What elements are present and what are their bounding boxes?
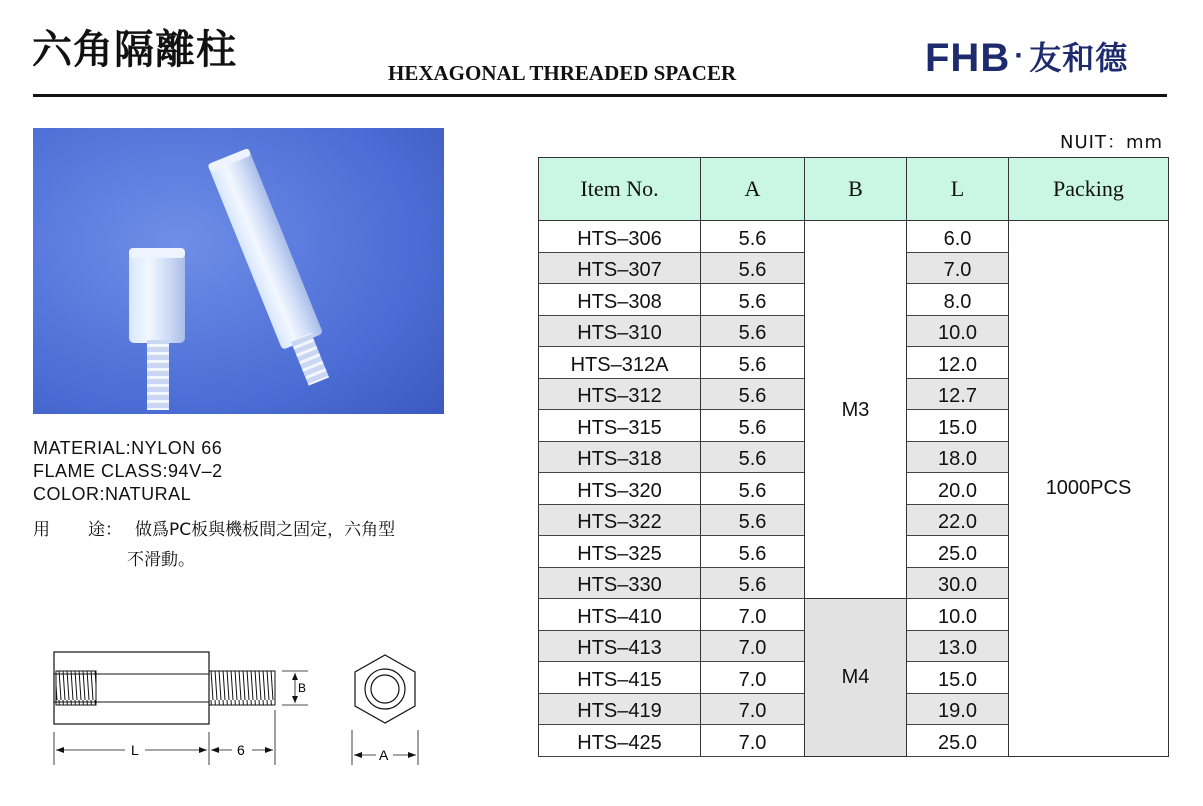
header-item-no: Item No. xyxy=(539,158,701,221)
product-photo xyxy=(33,128,444,414)
dimension-drawing xyxy=(30,640,450,775)
cell-item-no: HTS–310 xyxy=(539,315,701,347)
cell-l: 18.0 xyxy=(907,441,1009,473)
cell-l: 30.0 xyxy=(907,567,1009,599)
cell-b-thread: M3 xyxy=(805,221,907,599)
cell-a: 5.6 xyxy=(701,567,805,599)
cell-item-no: HTS–315 xyxy=(539,410,701,442)
usage-line-1: 做爲PC板與機板間之固定，六角型 xyxy=(135,520,396,540)
dim-label-l: L xyxy=(131,742,139,758)
header-a: A xyxy=(701,158,805,221)
usage-label-suffix: 途： xyxy=(88,520,122,540)
brand-latin: FHB xyxy=(925,36,1011,80)
cell-a: 5.6 xyxy=(701,536,805,568)
cell-l: 12.7 xyxy=(907,378,1009,410)
cell-item-no: HTS–419 xyxy=(539,693,701,725)
header-rule xyxy=(33,94,1167,97)
cell-l: 10.0 xyxy=(907,599,1009,631)
dim-label-a: A xyxy=(379,747,389,763)
usage-description xyxy=(127,515,447,575)
cell-packing: 1000PCS xyxy=(1009,221,1169,757)
cell-l: 13.0 xyxy=(907,630,1009,662)
brand-chinese: 友和德 xyxy=(1029,39,1129,77)
cell-a: 5.6 xyxy=(701,378,805,410)
cell-l: 12.0 xyxy=(907,347,1009,379)
cell-item-no: HTS–330 xyxy=(539,567,701,599)
cell-a: 5.6 xyxy=(701,410,805,442)
cell-b-thread: M4 xyxy=(805,599,907,757)
cell-item-no: HTS–308 xyxy=(539,284,701,316)
cell-l: 20.0 xyxy=(907,473,1009,505)
spec-flame-class: FLAME CLASS:94V–2 xyxy=(33,461,223,481)
usage-label: 用 xyxy=(33,520,50,540)
cell-l: 15.0 xyxy=(907,410,1009,442)
header-l: L xyxy=(907,158,1009,221)
page-title-english: HEXAGONAL THREADED SPACER xyxy=(388,61,737,85)
cell-a: 7.0 xyxy=(701,599,805,631)
usage-line-2: 不滑動。 xyxy=(127,550,195,570)
cell-l: 7.0 xyxy=(907,252,1009,284)
spec-material: MATERIAL:NYLON 66 xyxy=(33,438,223,458)
cell-l: 25.0 xyxy=(907,725,1009,757)
unit-label: NUIT：mm xyxy=(1060,132,1164,153)
cell-l: 15.0 xyxy=(907,662,1009,694)
spacer-thread xyxy=(209,671,275,705)
spec-table xyxy=(538,157,1169,757)
material-specs xyxy=(33,437,223,506)
page-title-chinese: 六角隔離柱 xyxy=(32,26,237,73)
spec-color: COLOR:NATURAL xyxy=(33,484,192,504)
cell-item-no: HTS–318 xyxy=(539,441,701,473)
cell-item-no: HTS–413 xyxy=(539,630,701,662)
cell-l: 19.0 xyxy=(907,693,1009,725)
cell-l: 22.0 xyxy=(907,504,1009,536)
table-header-row xyxy=(539,158,1169,221)
cell-item-no: HTS–312A xyxy=(539,347,701,379)
cell-item-no: HTS–322 xyxy=(539,504,701,536)
cell-a: 5.6 xyxy=(701,441,805,473)
cell-a: 5.6 xyxy=(701,473,805,505)
cell-a: 7.0 xyxy=(701,725,805,757)
brand-logo xyxy=(925,38,1128,78)
cell-l: 25.0 xyxy=(907,536,1009,568)
table-row xyxy=(539,221,1169,253)
cell-item-no: HTS–306 xyxy=(539,221,701,253)
cell-a: 5.6 xyxy=(701,315,805,347)
header-b: B xyxy=(805,158,907,221)
cell-a: 5.6 xyxy=(701,504,805,536)
cell-item-no: HTS–410 xyxy=(539,599,701,631)
cell-a: 5.6 xyxy=(701,221,805,253)
cell-item-no: HTS–320 xyxy=(539,473,701,505)
cell-a: 5.6 xyxy=(701,284,805,316)
cell-l: 10.0 xyxy=(907,315,1009,347)
brand-dot: · xyxy=(1014,39,1026,72)
cell-item-no: HTS–325 xyxy=(539,536,701,568)
cell-a: 5.6 xyxy=(701,347,805,379)
cell-item-no: HTS–415 xyxy=(539,662,701,694)
cell-a: 7.0 xyxy=(701,662,805,694)
cell-a: 5.6 xyxy=(701,252,805,284)
dim-label-b: B xyxy=(298,681,307,695)
cell-l: 6.0 xyxy=(907,221,1009,253)
cell-l: 8.0 xyxy=(907,284,1009,316)
cell-a: 7.0 xyxy=(701,693,805,725)
header-packing: Packing xyxy=(1009,158,1169,221)
cell-item-no: HTS–425 xyxy=(539,725,701,757)
cell-item-no: HTS–307 xyxy=(539,252,701,284)
cell-item-no: HTS–312 xyxy=(539,378,701,410)
cell-a: 7.0 xyxy=(701,630,805,662)
dim-label-6: 6 xyxy=(237,742,245,758)
